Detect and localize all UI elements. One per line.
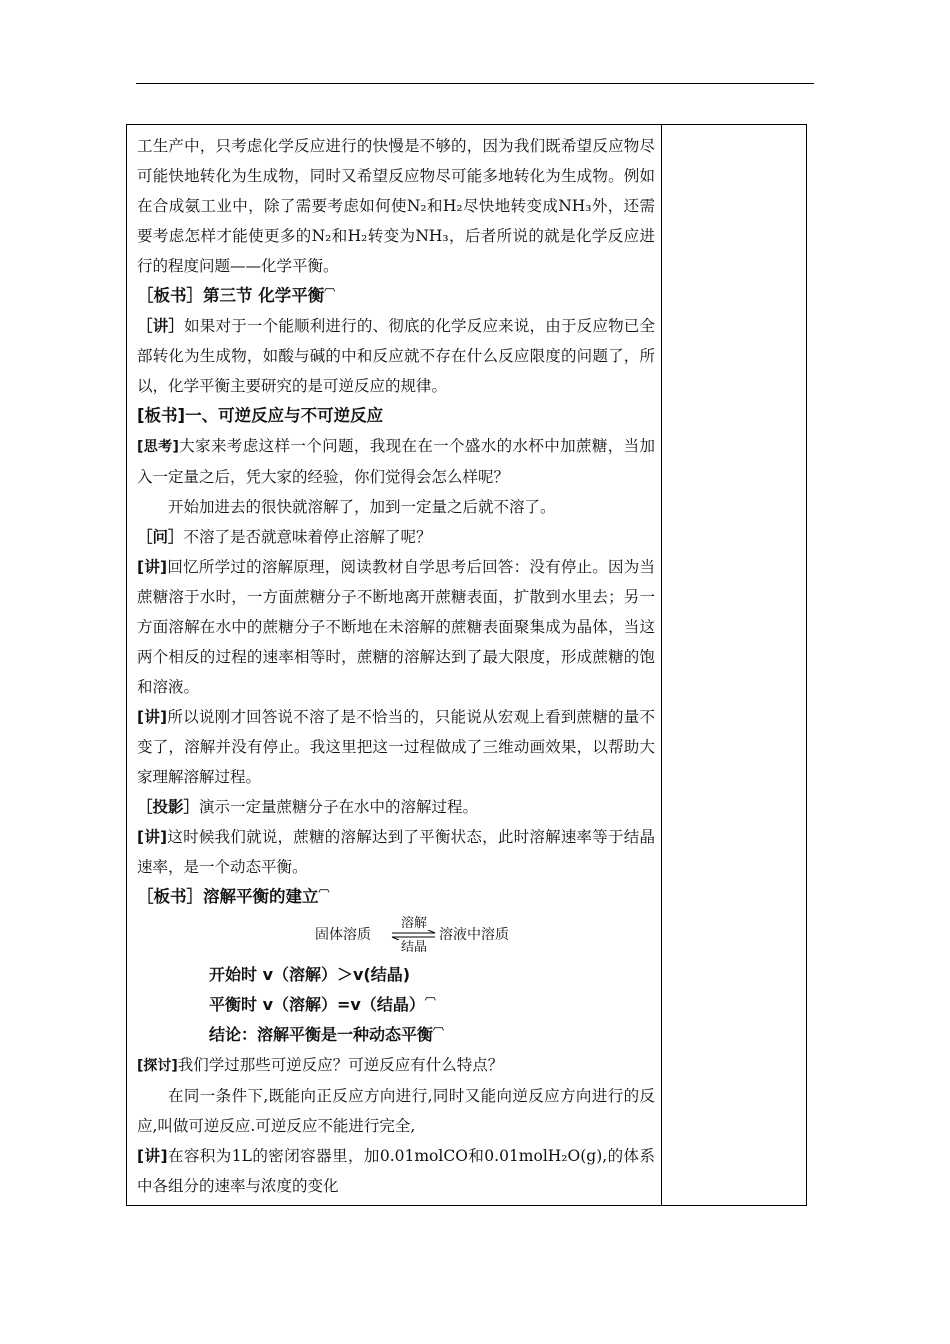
- paragraph-question: [137, 522, 655, 552]
- tag-lecture: [讲]: [137, 1147, 168, 1165]
- tag-projection: ［投影］: [137, 798, 200, 816]
- text: 回忆所学过的溶解原理，阅读教材自学思考后回答：没有停止。因为当蔗糖溶于水时，一方面蔗糖分子不断地离开蔗糖表面，扩散到水里去；另一方面溶解在水中的蔗糖分子不断地在未溶解的蔗糖表面聚集成为晶体，当这两个相反的过程的速率相等时，蔗糖的溶解达到了最大限度，形成蔗糖的饱和溶液。: [137, 558, 655, 696]
- text: 如果对于一个能顺利进行的、彻底的化学反应来说，由于反应物已全部转化为生成物，如酸与碱的中和反应就不存在什么反应限度的问题了，所以，化学平衡主要研究的是可逆反应的规律。: [137, 317, 655, 395]
- eq-forward-label: 溶解: [400, 916, 427, 931]
- edit-mark-icon: ︹: [424, 989, 435, 1002]
- text: 在容积为1L的密闭容器里，加0.01molCO和0.01molH₂O(g),的体系中各组分的速率与浓度的变化: [137, 1147, 655, 1195]
- header-rule: [136, 83, 814, 84]
- tag-lecture: [讲]: [137, 558, 168, 576]
- edit-mark-icon: ︹: [324, 280, 335, 293]
- paragraph-discuss: [137, 1050, 655, 1081]
- text: 不溶了是否就意味着停止溶解了呢？: [183, 528, 432, 546]
- tag-think: [思考]: [137, 439, 179, 455]
- text: 大家来考虑这样一个问题，我现在在一个盛水的水杯中加蔗糖，当加入一定量之后，凭大家的经验，你们觉得会怎么样呢？: [137, 437, 655, 486]
- text: 演示一定量蔗糖分子在水中的溶解过程。: [199, 798, 479, 816]
- paragraph-lecture-1: [137, 311, 655, 401]
- condition-equilibrium: [137, 990, 655, 1020]
- heading-text: ［板书］溶解平衡的建立: [137, 887, 319, 906]
- text: 我们学过那些可逆反应？可逆反应有什么特点？: [177, 1056, 504, 1074]
- eq-right: 溶液中溶质: [439, 927, 509, 943]
- heading-section-3: [137, 281, 655, 311]
- text: 结论：溶解平衡是一种动态平衡: [209, 1025, 434, 1044]
- paragraph-think: [137, 431, 655, 492]
- text: 所以说刚才回答说不溶了是不恰当的，只能说从宏观上看到蔗糖的量不变了，溶解并没有停止。我这里把这一过程做成了三维动画效果，以帮助大家理解溶解过程。: [137, 708, 655, 786]
- eq-backward-label: 结晶: [400, 940, 427, 955]
- paragraph-intro: 工生产中，只考虑化学反应进行的快慢是不够的，因为我们既希望反应物尽可能快地转化为生成物，同时又希望反应物尽可能多地转化为生成物。例如在合成氨工业中，除了需要考虑如何使N₂和H₂尽快地转变成NH₃外，还需要考虑怎样才能使更多的N₂和H₂转变为NH₃，后者所说的就是化学反应进行的程度问题——化学平衡。: [137, 137, 655, 275]
- equilibrium-equation: [137, 912, 655, 960]
- eq-left: 固体溶质: [315, 927, 371, 943]
- heading-reversible: [板书]一、可逆反应与不可逆反应: [137, 406, 384, 425]
- heading-dissolution-equilibrium: [137, 882, 655, 912]
- paragraph-answer: 开始加进去的很快就溶解了，加到一定量之后就不溶了。: [168, 498, 556, 516]
- tag-discuss: [探讨]: [137, 1058, 178, 1074]
- tag-question: ［问］: [137, 528, 184, 546]
- lesson-content: [137, 131, 655, 1201]
- paragraph-lecture-4: [137, 822, 655, 882]
- paragraph-definition: 在同一条件下,既能向正反应方向进行,同时又能向逆反应方向进行的反应,叫做可逆反应.可逆反应不能进行完全,: [137, 1087, 655, 1135]
- paragraph-lecture-3: [137, 702, 655, 792]
- text: 平衡时 v（溶解）=v（结晶）: [209, 995, 425, 1014]
- edit-mark-icon: ︹: [318, 881, 329, 894]
- paragraph-projection: [137, 792, 655, 822]
- text: 这时候我们就说，蔗糖的溶解达到了平衡状态，此时溶解速率等于结晶速率，是一个动态平衡。: [137, 828, 655, 876]
- column-divider: [661, 125, 662, 1205]
- paragraph-lecture-5: [137, 1141, 655, 1201]
- heading-text: ［板书］第三节 化学平衡: [137, 286, 325, 305]
- reversible-arrow: [391, 916, 437, 956]
- edit-mark-icon: ︹: [433, 1019, 444, 1032]
- tag-lecture: ［讲］: [137, 317, 185, 335]
- tag-lecture: [讲]: [137, 828, 168, 846]
- double-arrow-icon: [391, 930, 437, 940]
- condition-start: 开始时 v（溶解）＞v(结晶): [209, 965, 411, 984]
- paragraph-lecture-2: [137, 552, 655, 702]
- conclusion: [137, 1020, 655, 1050]
- lesson-table: [126, 124, 807, 1206]
- tag-lecture: [讲]: [137, 708, 168, 726]
